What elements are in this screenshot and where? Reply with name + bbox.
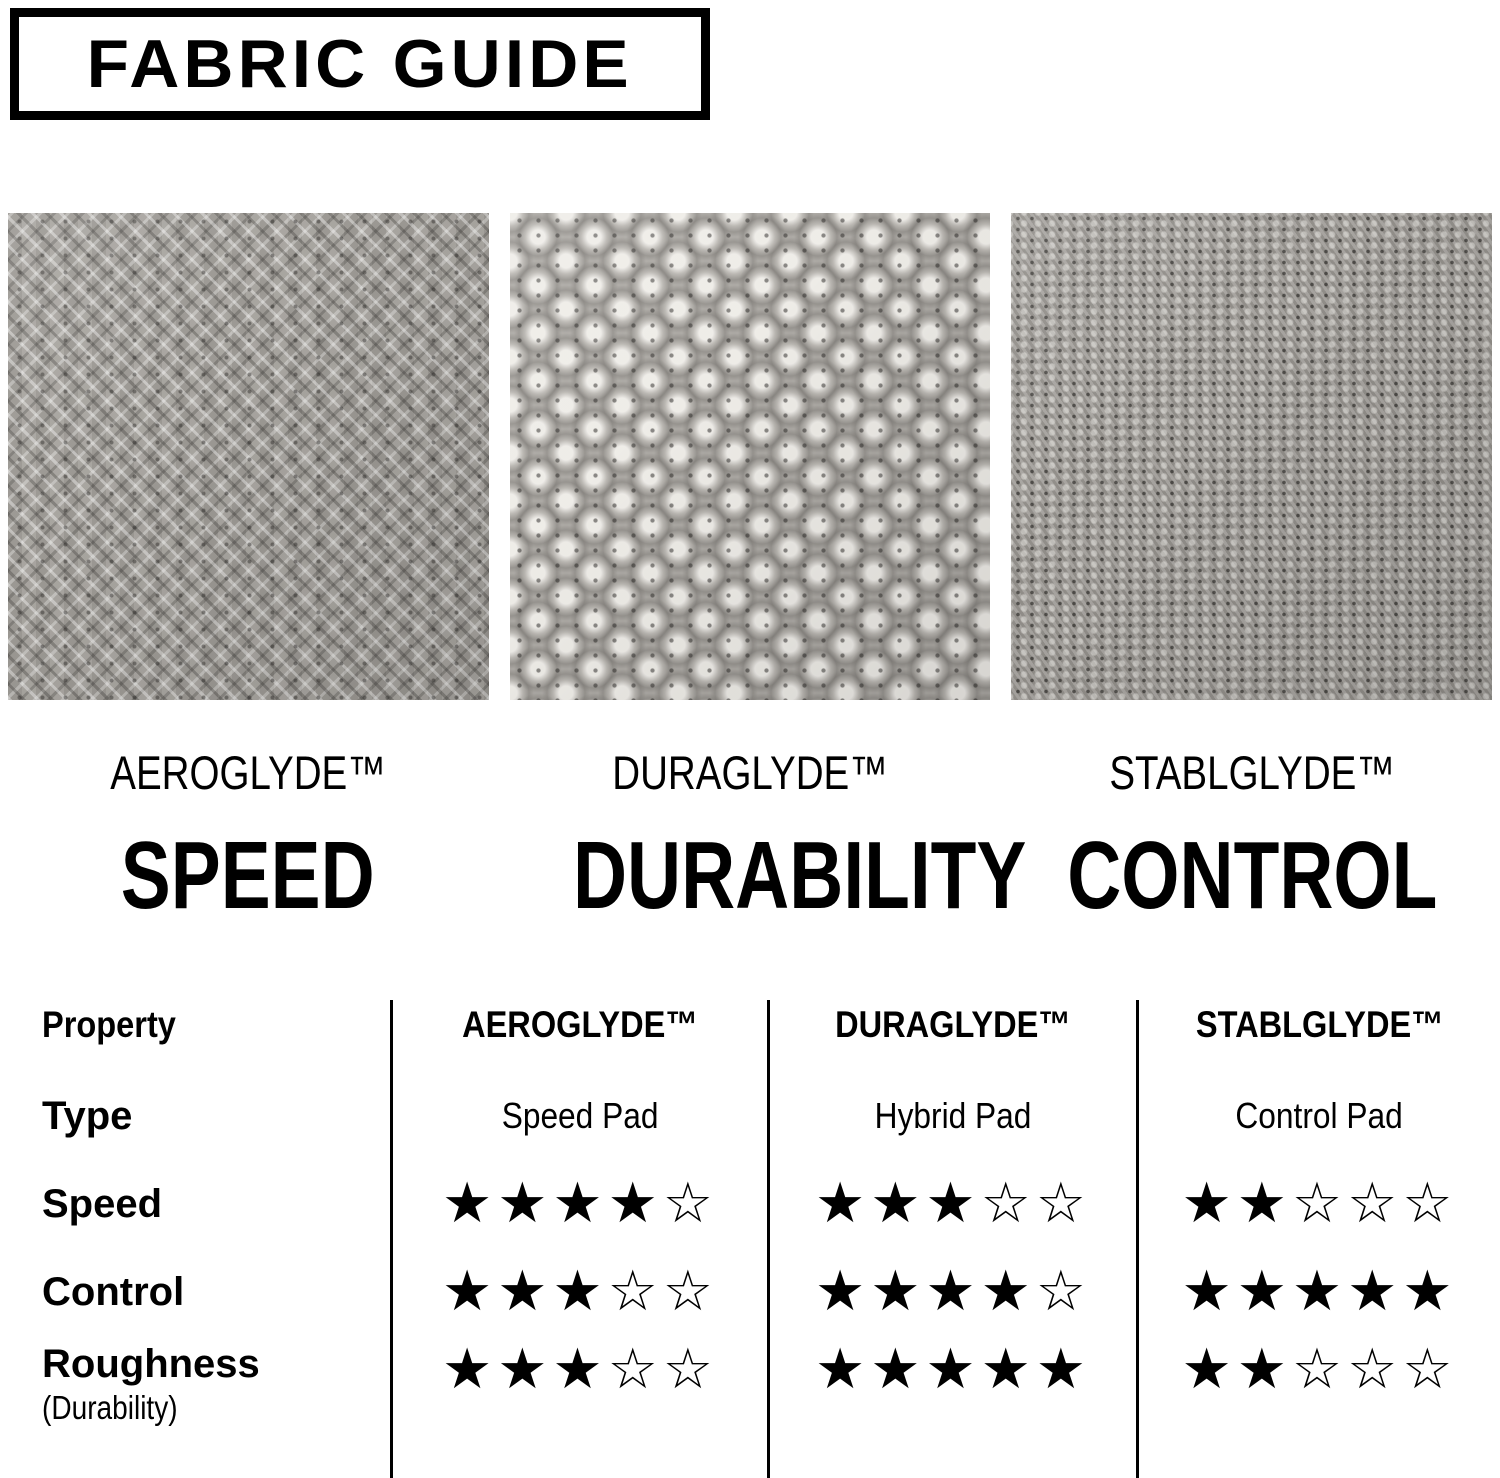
column-header-duraglyde: DURAGLYDE™	[835, 1004, 1071, 1045]
fabric-names-row	[8, 745, 1492, 800]
tagline-control: CONTROL	[1066, 822, 1438, 929]
column-header-stablglyde: STABLGLYDE™	[1195, 1004, 1444, 1045]
fabric-name-duraglyde: DURAGLYDE™	[612, 746, 888, 799]
table-column-property	[0, 1000, 390, 1478]
table-column-duraglyde	[767, 1000, 1136, 1478]
fabric-swatch-stablglyde	[1011, 213, 1492, 700]
taglines-row	[8, 822, 1492, 929]
row-label-speed: Speed	[42, 1181, 163, 1226]
swatch-row	[8, 213, 1492, 700]
fabric-swatch-aeroglyde	[8, 213, 489, 700]
title-box	[10, 8, 710, 120]
control-rating-aeroglyde: ★★★☆☆	[441, 1259, 718, 1324]
roughness-rating-duraglyde: ★★★★★	[814, 1337, 1091, 1402]
page-title: FABRIC GUIDE	[86, 26, 634, 102]
comparison-table	[0, 1000, 1500, 1478]
row-label-roughness: Roughness	[42, 1342, 260, 1386]
row-label-type: Type	[42, 1093, 133, 1138]
tagline-speed: SPEED	[121, 822, 375, 929]
fabric-name-aeroglyde: AEROGLYDE™	[110, 746, 387, 799]
fabric-name-stablglyde: STABLGLYDE™	[1108, 746, 1395, 799]
speed-rating-aeroglyde: ★★★★☆	[441, 1171, 718, 1236]
property-header: Property	[42, 1004, 176, 1045]
column-header-aeroglyde: AEROGLYDE™	[462, 1004, 698, 1045]
speed-rating-stablglyde: ★★☆☆☆	[1181, 1171, 1458, 1236]
roughness-rating-stablglyde: ★★☆☆☆	[1181, 1337, 1458, 1402]
type-cell-aeroglyde: Speed Pad	[501, 1095, 659, 1136]
type-cell-stablglyde: Control Pad	[1235, 1095, 1404, 1136]
control-rating-duraglyde: ★★★★☆	[814, 1259, 1091, 1324]
row-label-control: Control	[42, 1269, 185, 1314]
table-column-aeroglyde	[390, 1000, 767, 1478]
control-rating-stablglyde: ★★★★★	[1181, 1259, 1458, 1324]
table-column-stablglyde	[1136, 1000, 1500, 1478]
tagline-durability: DURABILITY	[572, 822, 1027, 929]
type-cell-duraglyde: Hybrid Pad	[874, 1095, 1032, 1136]
fabric-swatch-duraglyde	[510, 213, 991, 700]
row-label-roughness-sub: (Durability)	[42, 1389, 178, 1426]
roughness-rating-aeroglyde: ★★★☆☆	[441, 1337, 718, 1402]
speed-rating-duraglyde: ★★★☆☆	[814, 1171, 1091, 1236]
